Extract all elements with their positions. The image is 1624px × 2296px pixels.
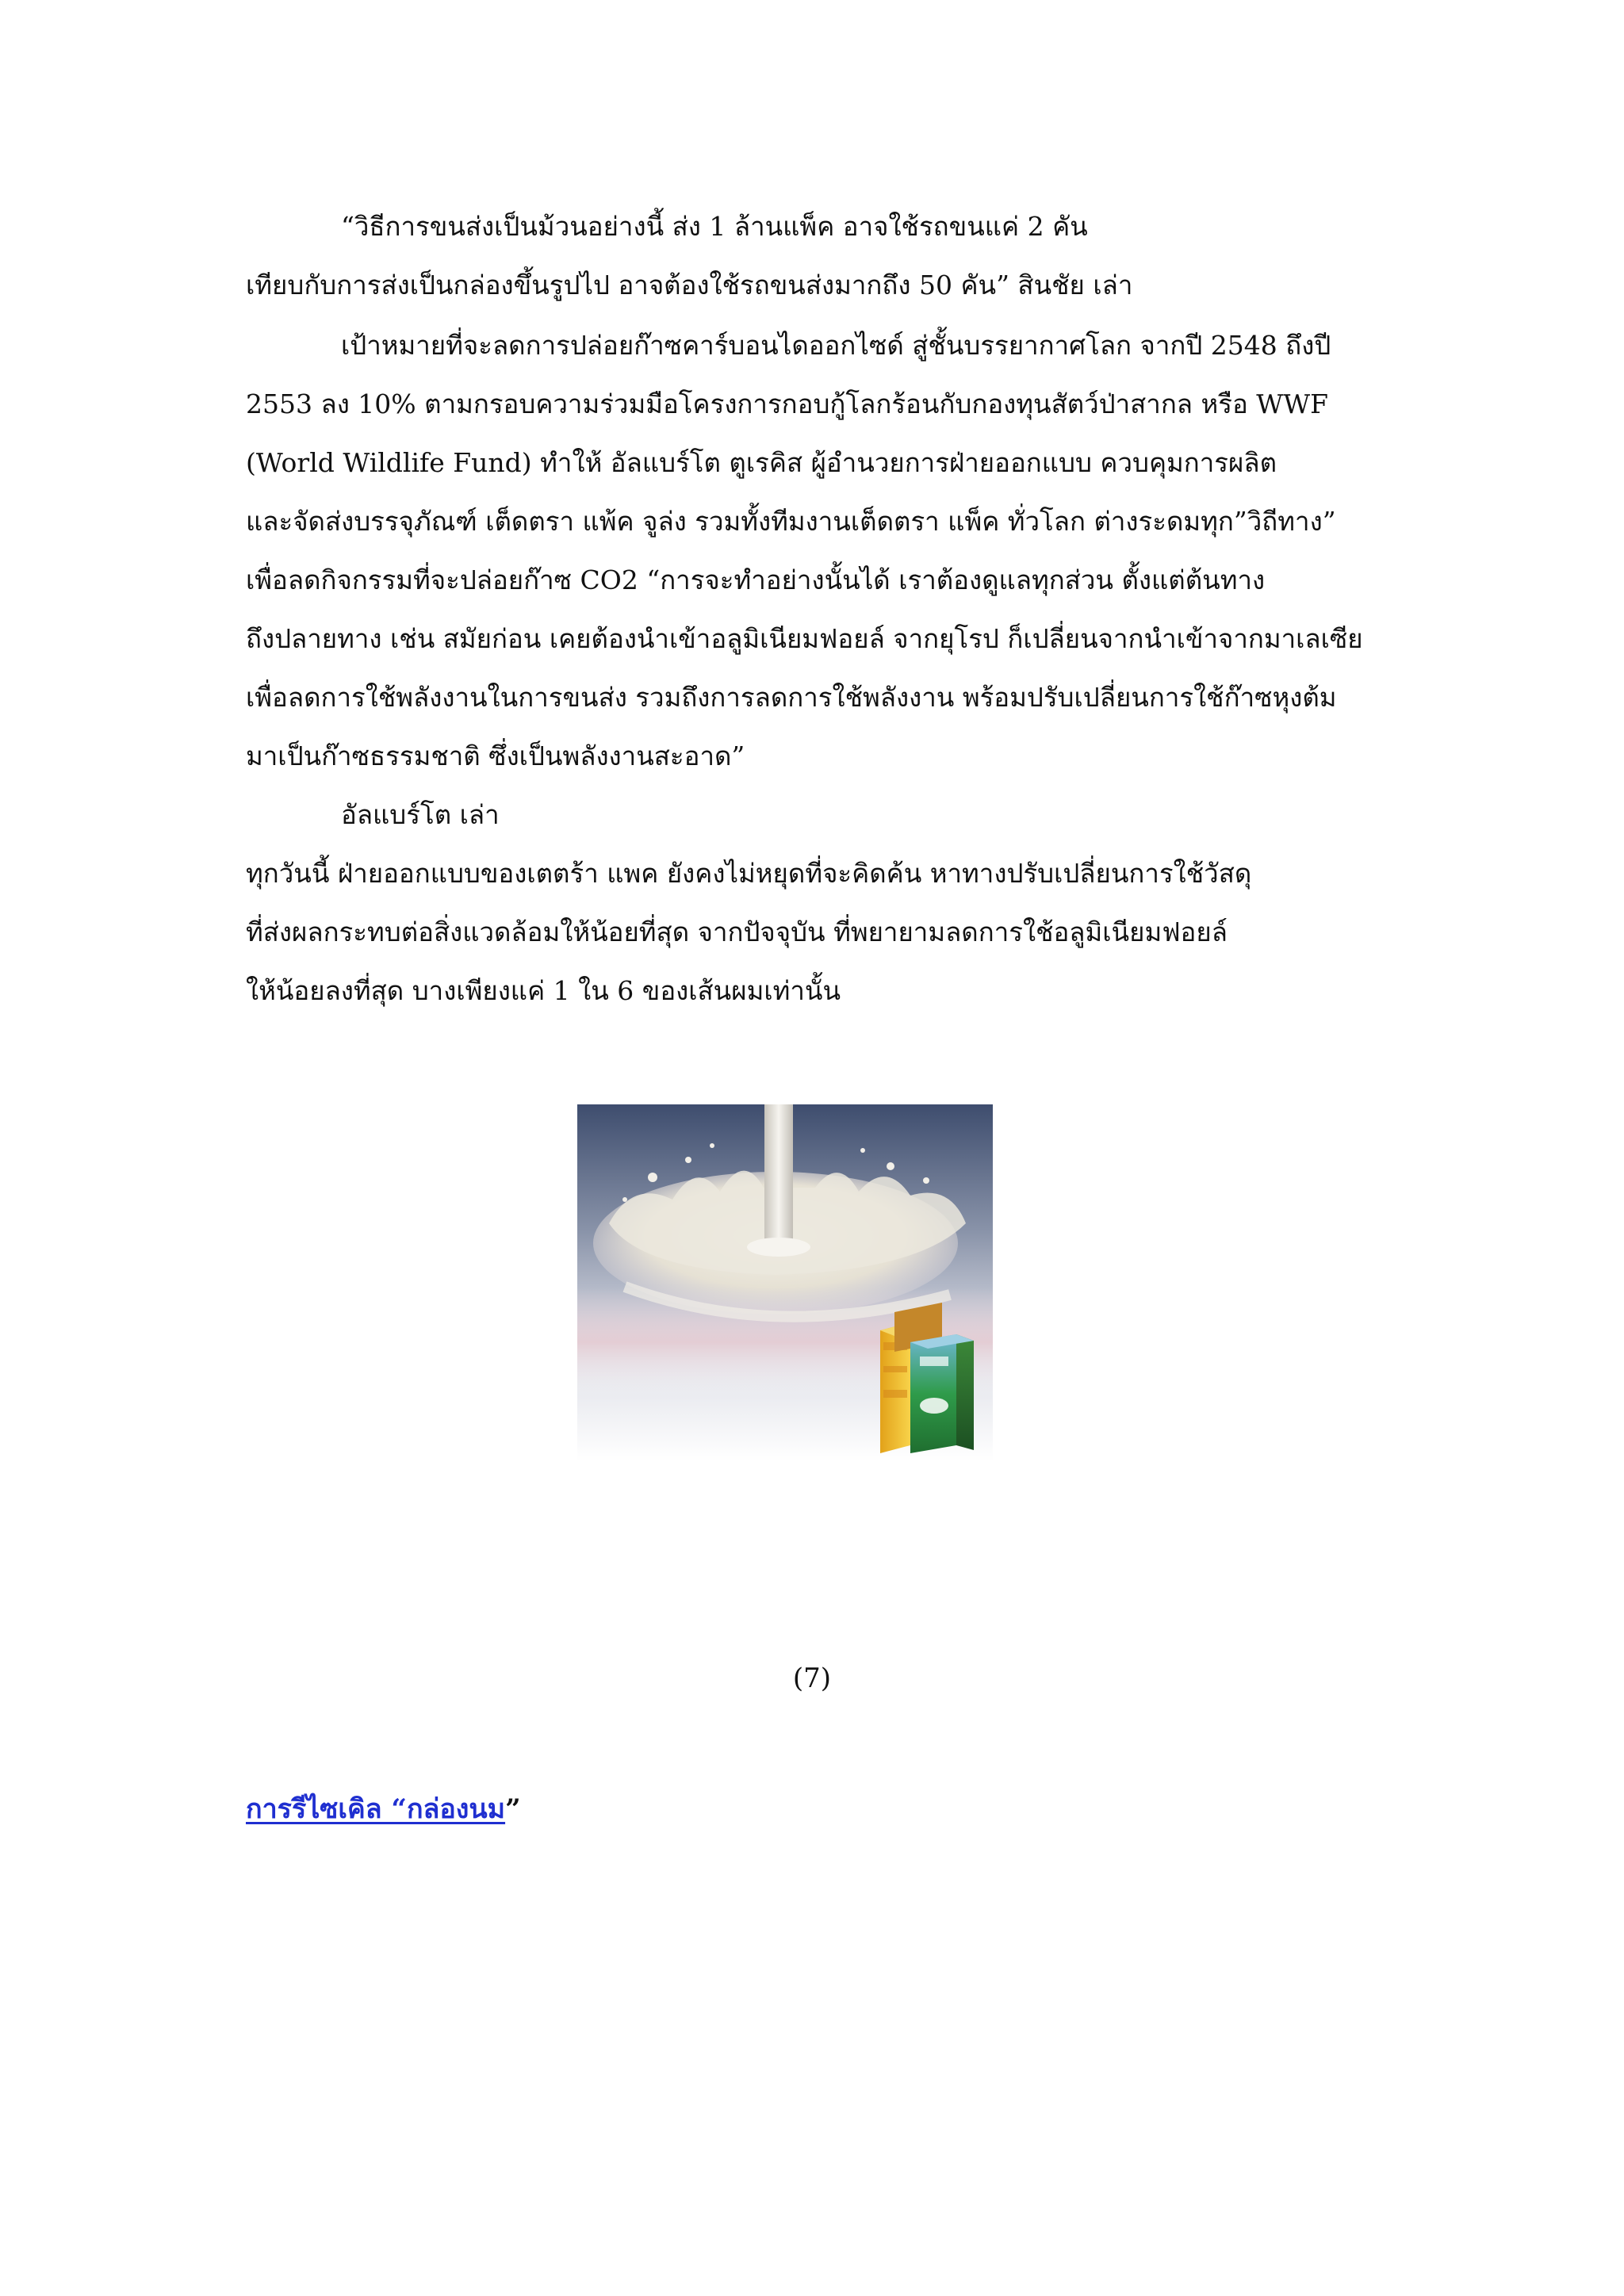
paragraph-line: ทุกวันนี้ ฝ่ายออกแบบของเตตร้า แพค ยังคงไม่หยุดที่จะคิดค้น หาทางปรับเปลี่ยนการใช้วัสดุ — [246, 858, 1252, 889]
paragraph-line: 2553 ลง 10% ตามกรอบความร่วมมือโครงการกอบกู้โลกร้อนกับกองทุนสัตว์ป่าสากล หรือ WWF — [246, 388, 1329, 419]
paragraph-line: เป้าหมายที่จะลดการปล่อยก๊าซคาร์บอนไดออกไซด์ สู่ชั้นบรรยากาศโลก จากปี 2548 ถึงปี — [341, 330, 1331, 361]
page-number: (7) — [792, 1663, 832, 1694]
milk-carton-recycling-link[interactable]: การรีไซเคิล “กล่องนม — [246, 1793, 506, 1825]
paragraph-line: มาเป็นก๊าซธรรมชาติ ซึ่งเป็นพลังงานสะอาด” — [246, 740, 745, 771]
paragraph-line: “วิธีการขนส่งเป็นม้วนอย่างนี้ ส่ง 1 ล้านแพ็ค อาจใช้รถขนแค่ 2 คัน — [341, 211, 1088, 242]
paragraph-line: เพื่อลดกิจกรรมที่จะปล่อยก๊าซ CO2 “การจะทำอย่างนั้นได้ เราต้องดูแลทุกส่วน ตั้งแต่ต้นทาง — [246, 564, 1266, 595]
paragraph-line: ถึงปลายทาง เช่น สมัยก่อน เคยต้องนำเข้าอลูมิเนียมฟอยล์ จากยุโรป ก็เปลี่ยนจากนำเข้าจากมาเลเซีย — [246, 623, 1363, 654]
closing-quote: ” — [505, 1793, 521, 1825]
paragraph-line: (World Wildlife Fund) ทำให้ อัลแบร์โต ตูเรคิส ผู้อำนวยการฝ่ายออกแบบ ควบคุมการผลิต — [246, 447, 1277, 478]
paragraph-line: เทียบกับการส่งเป็นกล่องขึ้นรูปไป อาจต้องใช้รถขนส่งมากถึง 50 คัน” สินชัย เล่า — [246, 270, 1133, 300]
section-heading-link — [246, 1790, 521, 1828]
paragraph-line: อัลแบร์โต เล่า — [341, 799, 500, 830]
paragraph-line: ที่ส่งผลกระทบต่อสิ่งแวดล้อมให้น้อยที่สุด จากปัจจุบัน ที่พยายามลดการใช้อลูมิเนียมฟอยล์ — [246, 916, 1228, 947]
milk-splash-photo — [577, 1104, 993, 1461]
paragraph-line: และจัดส่งบรรจุภัณฑ์ เต็ดตรา แพ้ค จูล่ง รวมทั้งทีมงานเต็ดตรา แพ็ค ทั่วโลก ต่างระดมทุก”วิถีทาง” — [246, 506, 1336, 537]
paragraph-line: เพื่อลดการใช้พลังงานในการขนส่ง รวมถึงการลดการใช้พลังงาน พร้อมปรับเปลี่ยนการใช้ก๊าซหุงต้ม — [246, 682, 1337, 713]
paragraph-line: ให้น้อยลงที่สุด บางเพียงแค่ 1 ใน 6 ของเส้นผมเท่านั้น — [246, 975, 841, 1006]
